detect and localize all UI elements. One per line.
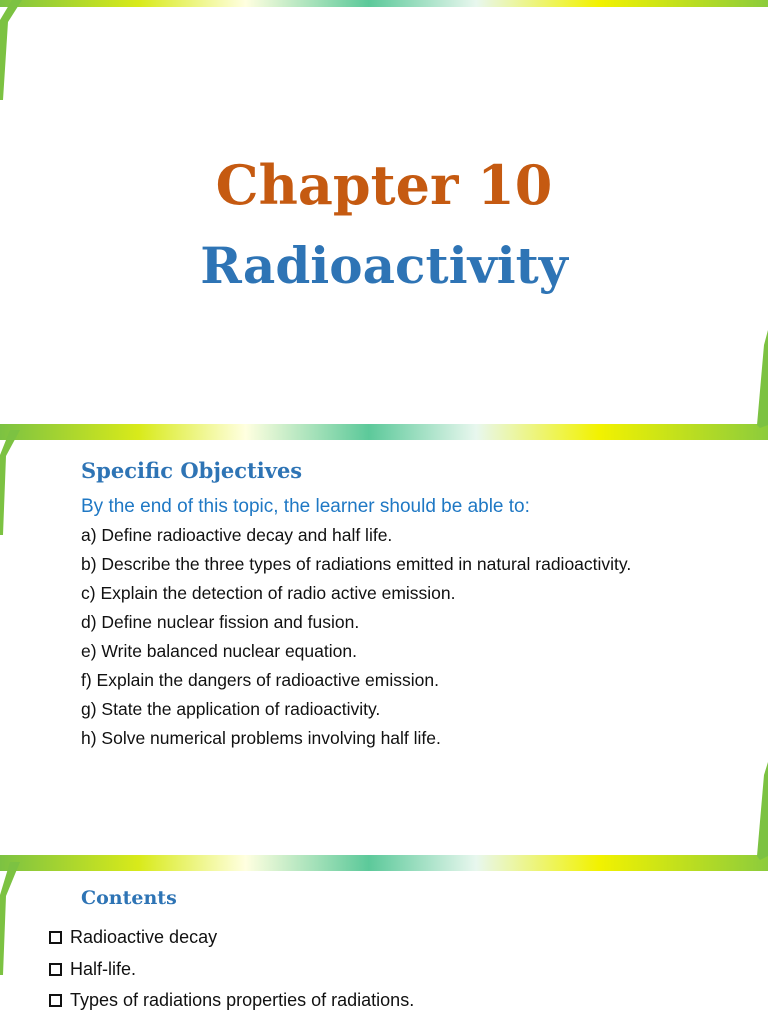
- list-item: b) Describe the three types of radiations emitted in natural radioactivity.: [81, 554, 632, 574]
- list-item: c) Explain the detection of radio active emission.: [81, 583, 456, 603]
- chapter-title: Chapter 10: [215, 153, 553, 217]
- objectives-heading: Specific Objectives: [81, 458, 303, 483]
- list-item: d) Define nuclear fission and fusion.: [81, 612, 360, 632]
- chapter-subtitle: Radioactivity: [200, 236, 568, 295]
- checkbox-icon: [49, 963, 62, 976]
- objectives-list: [81, 521, 631, 753]
- contents-item-label: Half-life.: [70, 958, 137, 979]
- list-item: f) Explain the dangers of radioactive emission.: [81, 670, 439, 690]
- contents-item-label: Radioactive decay: [70, 927, 218, 947]
- title-slide: [0, 0, 768, 424]
- contents-heading: Contents: [81, 887, 177, 909]
- list-item: g) State the application of radioactivity.: [81, 699, 381, 719]
- list-item: a) Define radioactive decay and half life.: [81, 525, 393, 545]
- checkbox-icon: [49, 994, 62, 1007]
- list-item: e) Write balanced nuclear equation.: [81, 641, 357, 661]
- contents-item-label: Types of radiations properties of radiations.: [70, 990, 415, 1010]
- checkbox-icon: [49, 931, 62, 944]
- list-item: [49, 954, 414, 986]
- contents-list: [49, 922, 414, 1017]
- objectives-intro: By the end of this topic, the learner should be able to:: [81, 496, 530, 517]
- list-item: [49, 922, 414, 954]
- list-item: [49, 985, 414, 1017]
- list-item: h) Solve numerical problems involving half life.: [81, 728, 441, 748]
